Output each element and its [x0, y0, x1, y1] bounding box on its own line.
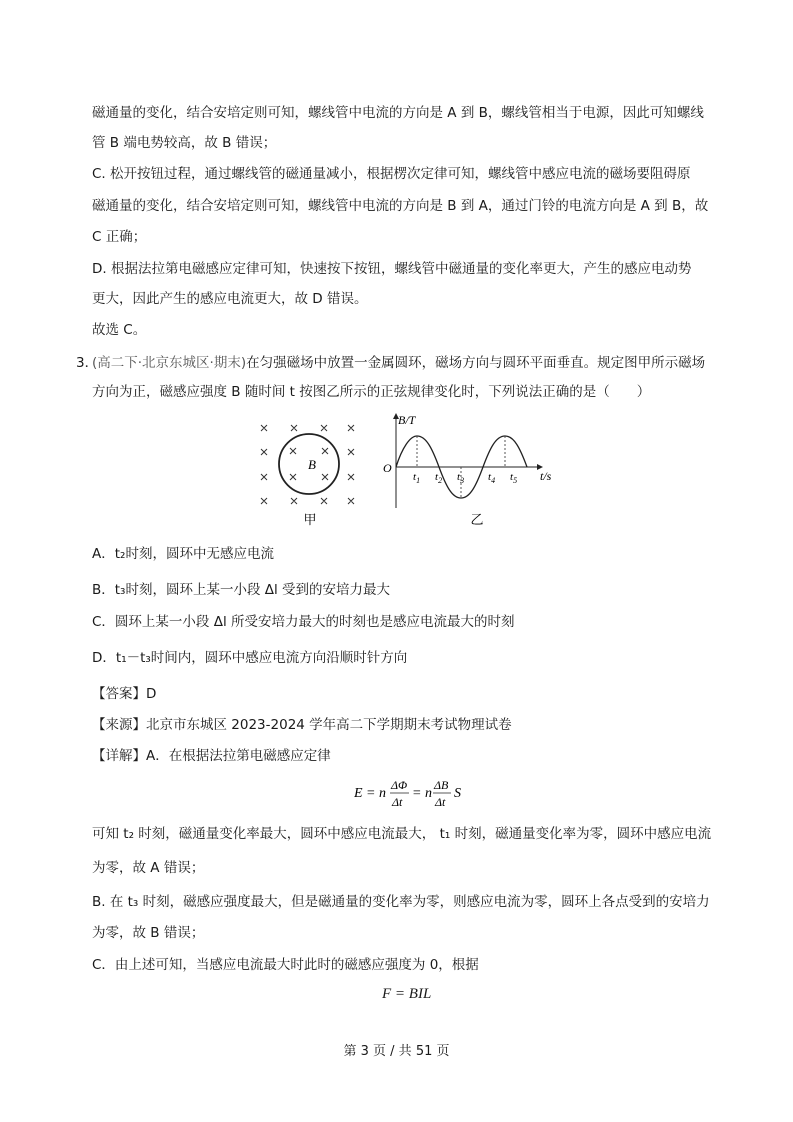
question-number: 3． — [76, 355, 99, 371]
field-label-b: B — [308, 457, 316, 472]
source-line: 【来源】北京市东城区 2023-2024 学年高二下学期期末考试物理试卷 — [92, 717, 512, 733]
prev-answer-line-7: 更大，因此产生的感应电流更大，故 D 错误。 — [92, 291, 368, 307]
option-d: D．t₁－t₃时间内，圆环中感应电流方向沿顺时针方向 — [92, 650, 408, 666]
svg-text:E = n: E = n — [354, 786, 386, 801]
prev-answer-line-4: 磁通量的变化，结合安培定则可知，螺线管中电流的方向是 B 到 A，通过门铃的电流方向是 A 到 B，故 — [92, 198, 709, 214]
formula-faraday-svg — [354, 776, 464, 810]
detail-line: 【详解】A．在根据法拉第电磁感应定律 — [92, 748, 331, 764]
question-source-tag: (高二下·北京东城区·期末) — [92, 355, 247, 371]
figure-a-caption: 甲 — [303, 512, 317, 527]
explanation-line-5: C．由上述可知，当感应电流最大时此时的磁感应强度为 0，根据 — [92, 957, 479, 973]
tick-t5: $t_5$ — [510, 471, 518, 485]
tick-labels — [413, 471, 517, 485]
svg-text:ΔB: ΔB — [434, 778, 449, 792]
question-stem-line-1 — [92, 353, 705, 373]
prev-answer-line-8: 故选 C。 — [92, 322, 147, 338]
tick-t3: $t_3$ — [457, 471, 465, 485]
svg-text:S: S — [454, 786, 461, 801]
prev-answer-line-3: C. 松开按钮过程，通过螺线管的磁通量减小，根据楞次定律可知，螺线管中感应电流的磁场要阻碍原 — [92, 166, 691, 182]
explanation-line-4: 为零，故 B 错误； — [92, 925, 205, 941]
option-a: A．t₂时刻，圆环中无感应电流 — [92, 546, 274, 562]
prev-answer-line-6: D. 根据法拉第电磁感应定律可知，快速按下按钮，螺线管中磁通量的变化率更大，产生的感应电动势 — [92, 261, 692, 277]
option-c: C．圆环上某一小段 Δl 所受安培力最大的时刻也是感应电流最大的时刻 — [92, 614, 515, 630]
question-text-1: 在匀强磁场中放置一金属圆环，磁场方向与圆环平面垂直。规定图甲所示磁场 — [246, 355, 706, 371]
tick-t1: $t_1$ — [413, 471, 421, 485]
prev-answer-line-2: 管 B 端电势较高，故 B 错误； — [92, 135, 277, 151]
formula-faraday — [354, 776, 464, 810]
svg-text:Δt: Δt — [392, 795, 403, 809]
prev-answer-line-1: 磁通量的变化，结合安培定则可知，螺线管中电流的方向是 A 到 B，螺线管相当于电源，因此可知螺线 — [92, 105, 704, 121]
answer-line: 【答案】D — [92, 686, 157, 702]
explanation-line-3: B. 在 t₃ 时刻，磁感应强度最大，但是磁通量的变化率为零，则感应电流为零，圆环上各点受到的安培力 — [92, 894, 710, 910]
origin-label: O — [383, 461, 392, 475]
prev-answer-line-5: C 正确； — [92, 229, 147, 245]
page-footer: 第 3 页 / 共 51 页 — [343, 1044, 450, 1059]
figure-b-caption: 乙 — [470, 512, 484, 527]
svg-text:= n: = n — [412, 786, 432, 801]
formula-ampere-force: F = BIL — [382, 986, 432, 1002]
question-stem-line-2: 方向为正，磁感应强度 B 随时间 t 按图乙所示的正弦规律变化时，下列说法正确的是（ ） — [92, 384, 651, 400]
x-axis-label: t/s — [540, 469, 552, 483]
tick-t2: $t_2$ — [435, 471, 443, 485]
svg-text:Δt: Δt — [435, 795, 446, 809]
option-b: B．t₃时刻，圆环上某一小段 Δl 受到的安培力最大 — [92, 582, 391, 598]
explanation-line-1: 可知 t₂ 时刻，磁通量变化率最大，圆环中感应电流最大， t₁ 时刻，磁通量变化率为零，圆环中感应电流 — [92, 826, 712, 842]
svg-text:ΔΦ: ΔΦ — [391, 778, 408, 792]
figure-b-sine-graph — [380, 408, 560, 530]
figure-ring-in-field — [250, 412, 365, 530]
tick-t4: $t_4$ — [488, 471, 496, 485]
y-axis-label: B/T — [398, 413, 416, 427]
explanation-line-2: 为零，故 A 错误； — [92, 860, 205, 876]
